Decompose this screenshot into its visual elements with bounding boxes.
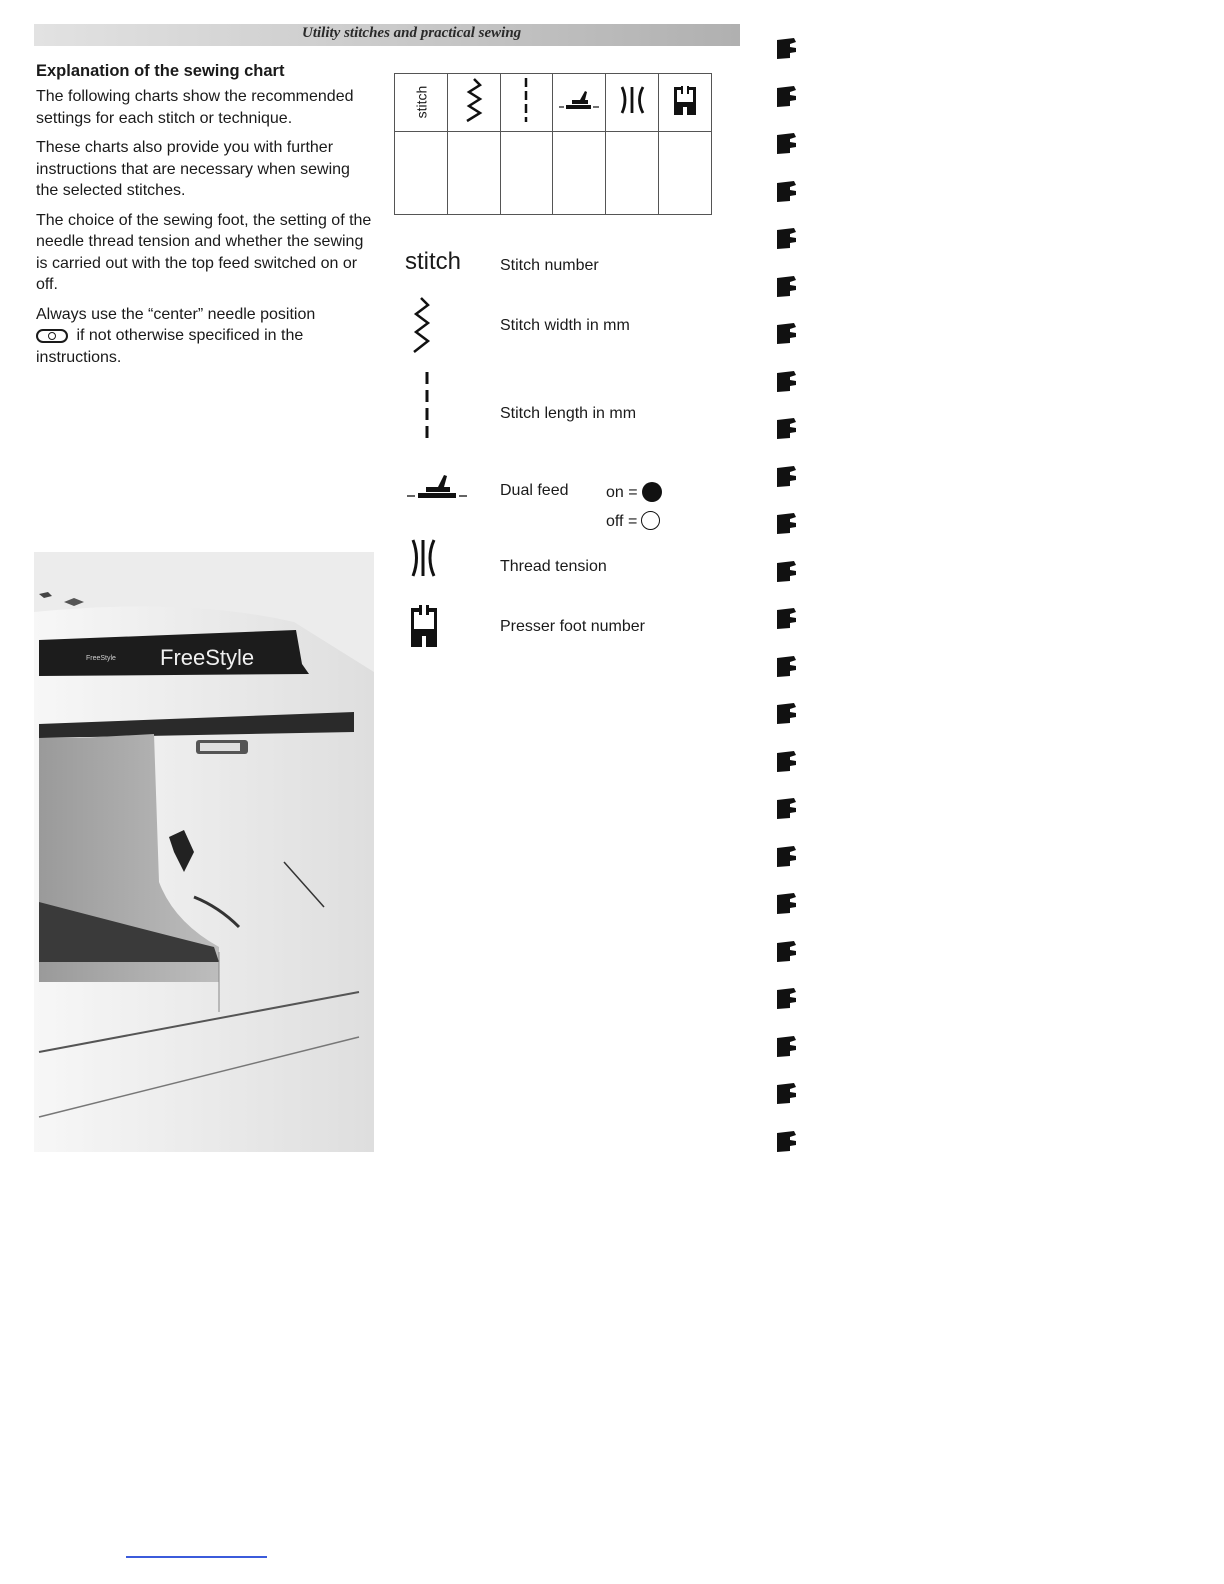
binding-tab [776, 228, 798, 248]
dual-feed-icon [558, 88, 600, 112]
binding-tab [776, 893, 798, 913]
legend-stitch [400, 248, 740, 284]
legend-stitch-label: Stitch number [500, 257, 599, 274]
center-needle-position-icon [36, 329, 68, 343]
chart-cell [395, 132, 448, 215]
intro-paragraph-3: The choice of the sewing foot, the setting of the needle thread tension and whether the sewing is carried out with the top feed switched on or off. [36, 211, 372, 293]
binding-tab [776, 323, 798, 343]
thread-tension-icon [617, 85, 647, 115]
chart-header-tension [606, 74, 659, 132]
legend-length [400, 370, 740, 446]
binding-tab [776, 38, 798, 58]
intro-paragraph-2: These charts also provide you with further instructions that are necessary when sewing the selected stitches. [36, 139, 350, 199]
binding-tab [776, 751, 798, 771]
photo-brand-main: FreeStyle [160, 645, 255, 670]
page-header-title: Utility stitches and practical sewing [302, 25, 522, 41]
binding-tabs [776, 18, 806, 1168]
chart-header-stitch [395, 74, 448, 132]
legend-dual-feed-label: Dual feed [500, 482, 569, 499]
chart-header-stitch-label: stitch [413, 85, 430, 118]
stitch-length-icon [422, 370, 432, 446]
chart-cell [659, 132, 712, 215]
dual-feed-on [606, 482, 662, 502]
filled-circle-icon [642, 482, 662, 502]
binding-tab [776, 276, 798, 296]
chart-cell [552, 132, 605, 215]
binding-tab [776, 181, 798, 201]
binding-tab [776, 798, 798, 818]
sewing-chart [394, 73, 712, 215]
sewing-machine-illustration [34, 552, 374, 1152]
chart-header-length [500, 74, 552, 132]
binding-tab [776, 846, 798, 866]
intro-paragraph-4-start: Always use the “center” needle position [36, 305, 316, 323]
chart-cell [448, 132, 501, 215]
binding-tab [776, 418, 798, 438]
binding-tab [776, 656, 798, 676]
stitch-length-icon [521, 76, 531, 124]
binding-tab [776, 1036, 798, 1056]
legend-stitch-symbol: stitch [405, 248, 462, 275]
binding-tab [776, 561, 798, 581]
binding-tab [776, 703, 798, 723]
chart-header-dual-feed [552, 74, 605, 132]
stitch-width-icon [408, 296, 434, 354]
sewing-machine-photo [34, 552, 374, 1152]
presser-foot-icon [409, 604, 439, 648]
legend-tension [400, 538, 740, 578]
stitch-width-icon [461, 77, 487, 123]
intro-paragraph-4-end: if not otherwise specificed in the instructions. [36, 327, 304, 366]
footer-line [126, 1556, 267, 1558]
legend-presser-foot [400, 604, 740, 648]
chart-header-presser-foot [659, 74, 712, 132]
binding-tab [776, 133, 798, 153]
binding-tab [776, 988, 798, 1008]
intro-paragraph-1: The following charts show the recommended settings for each stitch or technique. [36, 88, 354, 127]
legend-dual-feed [400, 472, 740, 536]
intro-paragraph-4 [36, 304, 376, 369]
binding-tab [776, 86, 798, 106]
chart-cell [500, 132, 552, 215]
legend-width-label: Stitch width in mm [500, 317, 630, 334]
legend-width [400, 296, 740, 356]
chart-cell [606, 132, 659, 215]
photo-brand-small: FreeStyle [86, 655, 116, 662]
legend-foot-label: Presser foot number [500, 618, 645, 635]
header-bar [34, 24, 740, 46]
legend-length-label: Stitch length in mm [500, 405, 637, 422]
binding-tab [776, 513, 798, 533]
legend-tension-label: Thread tension [500, 558, 607, 575]
section-heading: Explanation of the sewing chart [36, 62, 285, 80]
binding-tab [776, 608, 798, 628]
binding-tab [776, 466, 798, 486]
dual-feed-off [606, 511, 660, 531]
dual-feed-icon [406, 472, 468, 502]
binding-tab [776, 1083, 798, 1103]
dual-feed-on-label: on = [606, 484, 638, 501]
dual-feed-off-label: off = [606, 513, 638, 530]
intro-section [36, 62, 376, 376]
binding-tab [776, 371, 798, 391]
chart-header-width [448, 74, 501, 132]
binding-tab [776, 1131, 798, 1151]
presser-foot-icon [672, 84, 698, 116]
thread-tension-icon [408, 538, 438, 578]
binding-tab [776, 941, 798, 961]
empty-circle-icon [641, 511, 660, 530]
